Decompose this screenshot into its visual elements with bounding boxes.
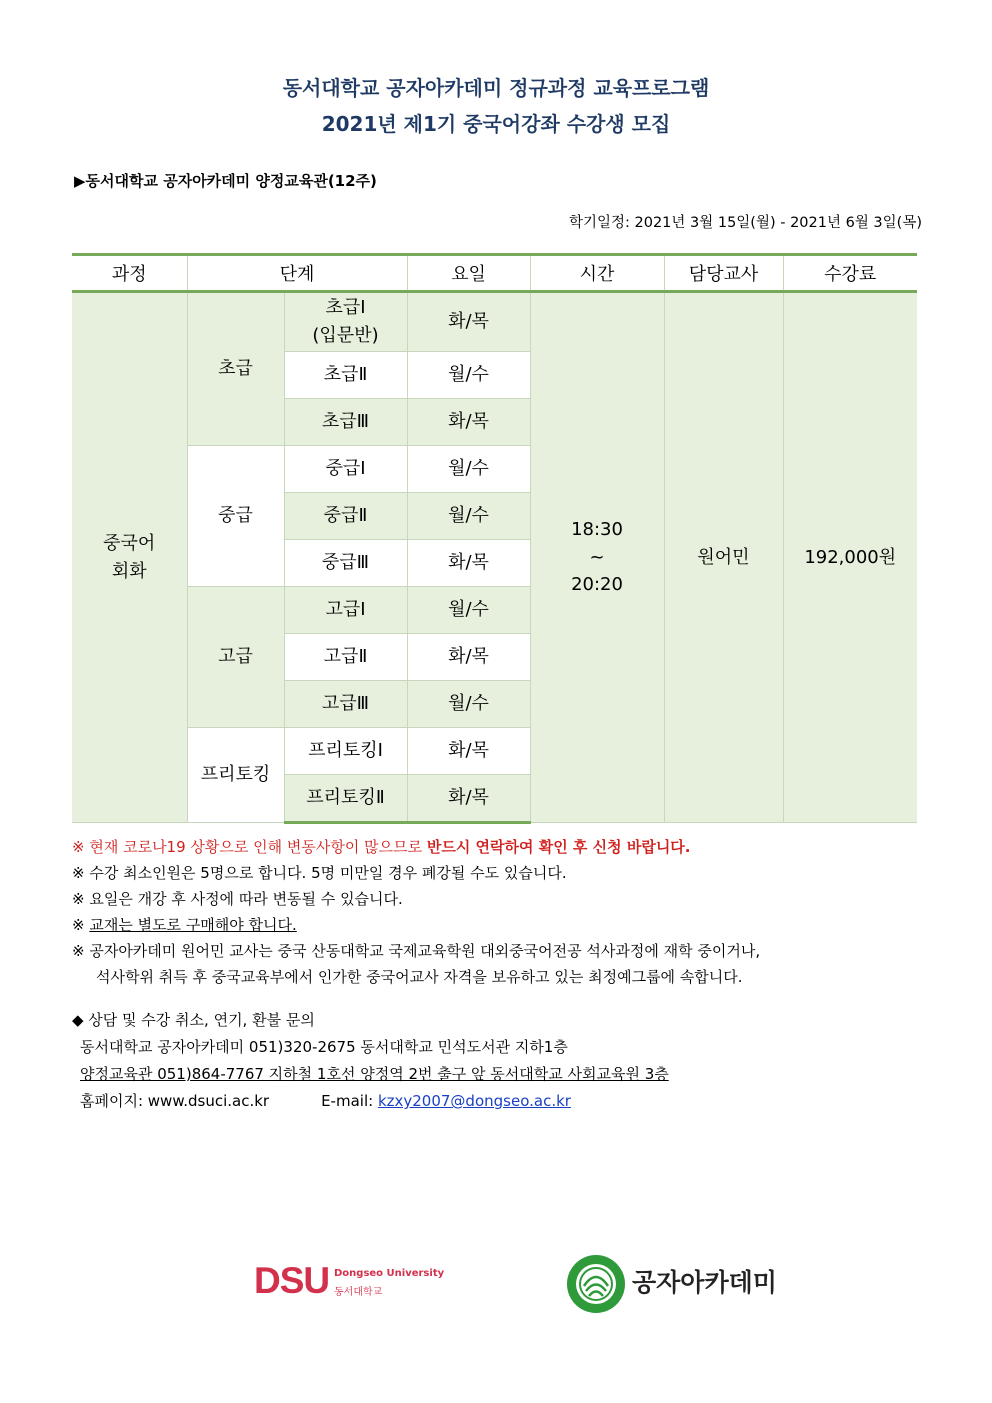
- table-header-row: [72, 255, 917, 292]
- day-cell: 월/수: [407, 352, 530, 399]
- day-cell: 월/수: [407, 493, 530, 540]
- stage-cell: 프리토킹Ⅱ: [284, 775, 407, 823]
- header-stage: 단계: [187, 255, 407, 292]
- stage-label: 초급Ⅰ: [325, 297, 366, 319]
- note-covid-emphasis: 반드시 연락하여 확인 후 신청 바랍니다.: [426, 838, 691, 856]
- day-cell: 월/수: [407, 681, 530, 728]
- day-cell: 화/목: [407, 775, 530, 823]
- note-mark: ※: [72, 916, 90, 934]
- contact-heading: ◆ 상담 및 수강 취소, 연기, 환불 문의: [72, 1011, 315, 1029]
- stage-cell: 고급Ⅲ: [284, 681, 407, 728]
- time-cell: [530, 292, 664, 823]
- day-cell: 화/목: [407, 634, 530, 681]
- table-row: [72, 292, 917, 352]
- notes-section: [72, 834, 932, 990]
- teacher-cell: 원어민: [664, 292, 783, 823]
- dsu-logo-english: Dongseo University: [334, 1268, 445, 1279]
- contact-section: [72, 1007, 669, 1115]
- stage-cell: 고급Ⅰ: [284, 587, 407, 634]
- day-cell: 월/수: [407, 446, 530, 493]
- homepage-text: 홈페이지: www.dsuci.ac.kr: [80, 1092, 270, 1110]
- level-intermediate: 중급: [187, 446, 284, 587]
- header-fee: 수강료: [783, 255, 917, 292]
- stage-cell: 중급Ⅲ: [284, 540, 407, 587]
- contact-line-yangjeong: 양정교육관 051)864-7767 지하철 1호선 양정역 2번 출구 앞 동서대학교 사회교육원 3층: [80, 1065, 669, 1083]
- course-line: 회화: [111, 560, 147, 582]
- title-line2: 2021년 제1기 중국어강좌 수강생 모집: [321, 112, 671, 136]
- stage-cell: 고급Ⅱ: [284, 634, 407, 681]
- note-days: ※ 요일은 개강 후 사정에 따라 변동될 수 있습니다.: [72, 890, 403, 908]
- level-freetalking: 프리토킹: [187, 728, 284, 823]
- level-advanced: 고급: [187, 587, 284, 728]
- contact-line-main: 동서대학교 공자아카데미 051)320-2675 동서대학교 민석도서관 지하1층: [80, 1038, 568, 1056]
- day-cell: 월/수: [407, 587, 530, 634]
- fee-cell: 192,000원: [783, 292, 917, 823]
- note-teacher-line2: 석사학위 취득 후 중국교육부에서 인가한 중국어교사 자격을 보유하고 있는 최정예그룹에 속합니다.: [96, 968, 743, 986]
- stage-sublabel: (입문반): [312, 325, 379, 346]
- time-end: 20:20: [571, 574, 623, 596]
- header-time: 시간: [530, 255, 664, 292]
- header-day: 요일: [407, 255, 530, 292]
- time-start: 18:30: [571, 518, 623, 540]
- course-table: [72, 253, 917, 824]
- day-cell: 화/목: [407, 292, 530, 352]
- header-teacher: 담당교사: [664, 255, 783, 292]
- title-line1: 동서대학교 공자아카데미 정규과정 교육프로그램: [282, 76, 710, 100]
- note-textbook-text: 교재는 별도로 구매해야 합니다.: [89, 916, 297, 934]
- dsu-logo-korean: 동서대학교: [334, 1287, 383, 1298]
- dsu-logo-mark: DSU: [254, 1260, 330, 1301]
- venue-heading: ▶동서대학교 공자아카데미 양정교육관(12주): [74, 172, 377, 190]
- time-separator: ~: [589, 546, 605, 568]
- header-course: 과정: [72, 255, 187, 292]
- confucius-institute-emblem-icon: [566, 1254, 626, 1314]
- note-teacher-line1: ※ 공자아카데미 원어민 교사는 중국 산동대학교 국제교육학원 대외중국어전공 석사과정에 재학 중이거나,: [72, 942, 761, 960]
- stage-cell: 초급Ⅲ: [284, 399, 407, 446]
- note-minimum: ※ 수강 최소인원은 5명으로 합니다. 5명 미만일 경우 폐강될 수도 있습니다.: [72, 864, 567, 882]
- confucius-institute-name: 공자아카데미: [632, 1268, 777, 1297]
- note-covid: [72, 834, 932, 860]
- day-cell: 화/목: [407, 399, 530, 446]
- email-link[interactable]: kzxy2007@dongseo.ac.kr: [377, 1092, 571, 1110]
- day-cell: 화/목: [407, 728, 530, 775]
- stage-cell: 중급Ⅰ: [284, 446, 407, 493]
- stage-cell: 프리토킹Ⅰ: [284, 728, 407, 775]
- note-covid-text: ※ 현재 코로나19 상황으로 인해 변동사항이 많으므로: [72, 838, 427, 856]
- stage-cell: [284, 292, 407, 352]
- stage-cell: 초급Ⅱ: [284, 352, 407, 399]
- course-line: 중국어: [103, 532, 156, 554]
- semester-schedule: 학기일정: 2021년 3월 15일(월) - 2021년 6월 3일(목): [568, 215, 922, 231]
- level-beginner: 초급: [187, 292, 284, 446]
- course-cell: [72, 292, 187, 823]
- stage-cell: 중급Ⅱ: [284, 493, 407, 540]
- contact-web-row: [72, 1088, 669, 1115]
- note-textbook: [72, 912, 932, 938]
- email-label: E-mail:: [321, 1092, 378, 1110]
- day-cell: 화/목: [407, 540, 530, 587]
